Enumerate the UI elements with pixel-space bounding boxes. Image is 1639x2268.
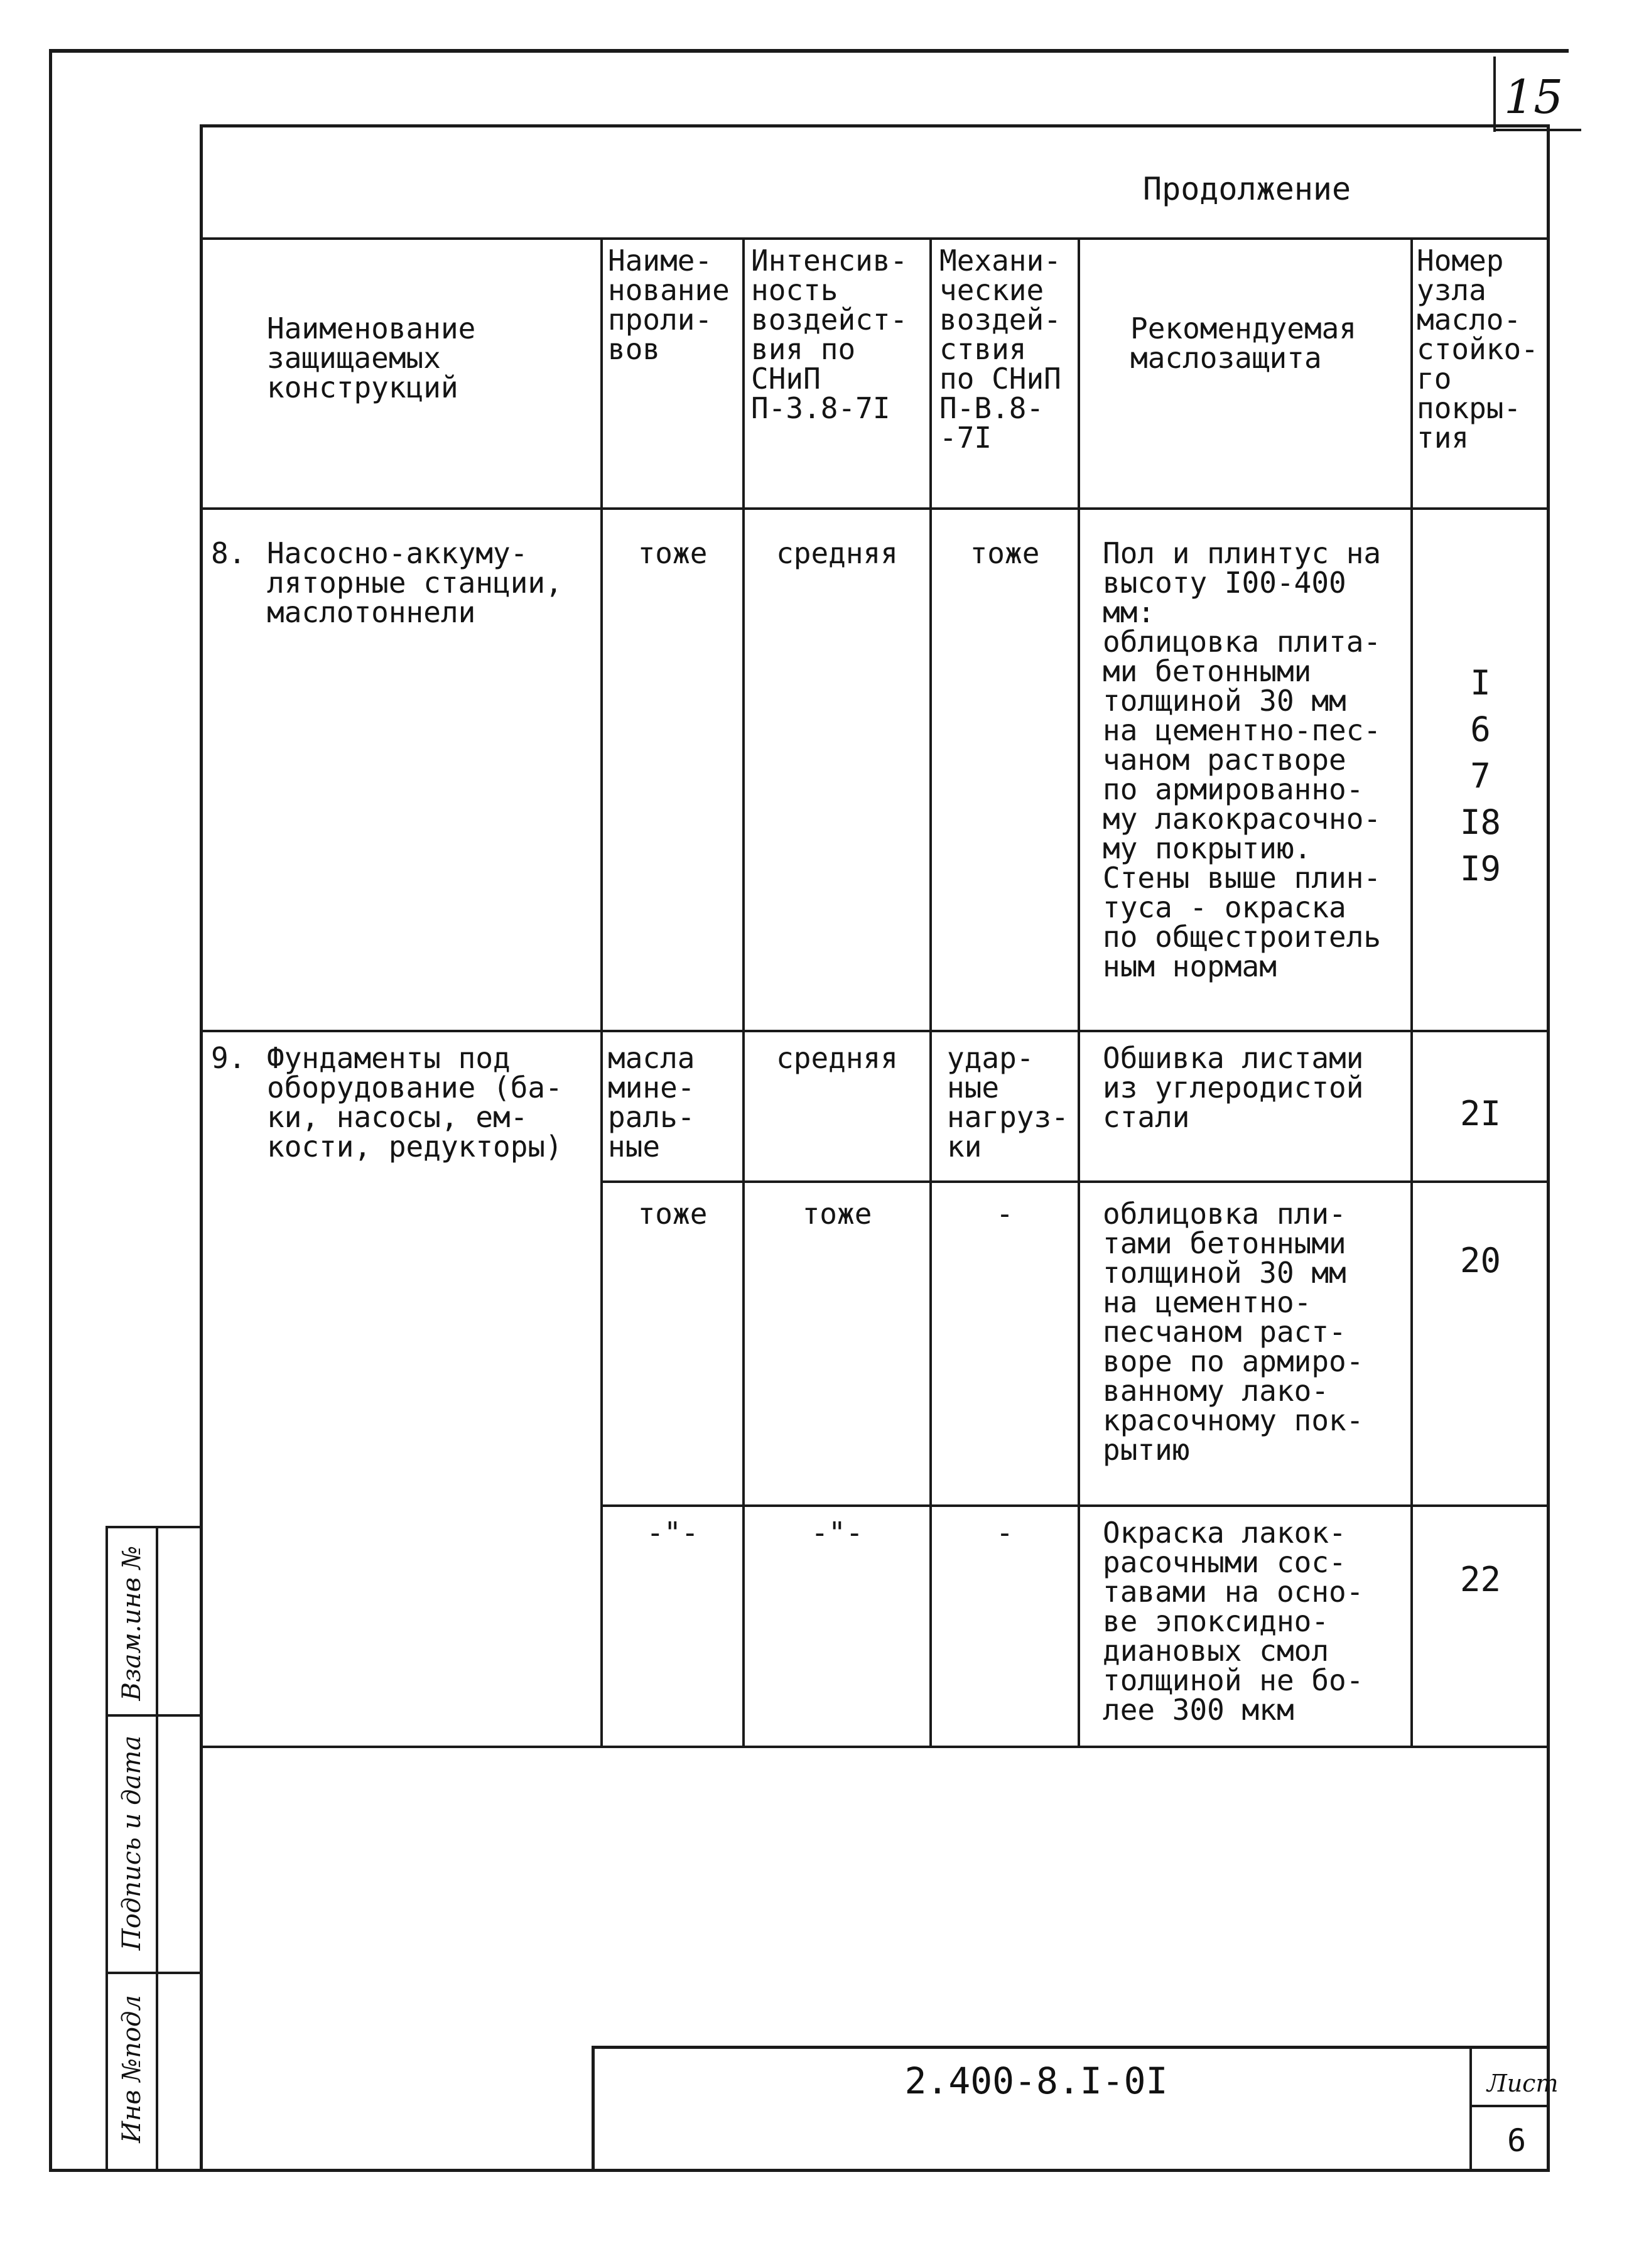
page-number-box-left bbox=[1493, 57, 1496, 132]
table-top-line bbox=[200, 124, 1550, 127]
row-9c-spill: -"- bbox=[646, 1516, 699, 1550]
row-8-spill: тоже bbox=[637, 536, 708, 570]
row-9c-mechanical: - bbox=[996, 1516, 1014, 1550]
row-9b-spill: тоже bbox=[637, 1197, 708, 1231]
side-inv-swap: Взам.инв № bbox=[117, 1545, 146, 1701]
row-8-node-3: 7 bbox=[1470, 756, 1491, 796]
row-9b-node: 20 bbox=[1459, 1241, 1501, 1280]
side-sign-date: Подпись и дата bbox=[117, 1735, 146, 1951]
row-8-node-1: I bbox=[1470, 663, 1491, 703]
footer-top-line bbox=[592, 2046, 1550, 2049]
col-line-4 bbox=[1078, 237, 1080, 1748]
row-9-spill: масла мине- раль- ные bbox=[608, 1041, 695, 1164]
side-stamp-div-2 bbox=[105, 1972, 202, 1974]
row-divider-9a-9b bbox=[600, 1180, 1550, 1183]
row-9b-intensity: тоже bbox=[802, 1197, 872, 1231]
header-divider-2 bbox=[200, 507, 1550, 510]
page-number-box-bottom bbox=[1493, 129, 1581, 131]
row-8-protection: Пол и плинтус на высоту I00-400 мм: облицовка плита- ми бетонными толщиной 30 мм на цементно-пес- чаном растворе по армированно- му лакокрасочно- му покрытию. Стены выше плин- туса - окраска по общестроитель ным нормам bbox=[1103, 536, 1382, 983]
row-9-mechanical: удар- ные нагруз- ки bbox=[947, 1041, 1069, 1164]
frame-bottom-line bbox=[49, 2169, 1550, 2172]
header-spill: Наиме- нование проли- вов bbox=[608, 244, 730, 366]
table-bottom-line bbox=[200, 1746, 1550, 1748]
row-8-node-4: I8 bbox=[1459, 802, 1501, 842]
page-number: 15 bbox=[1504, 70, 1564, 124]
row-9-index: 9. bbox=[211, 1041, 246, 1075]
row-9b-protection: облицовка пли- тами бетонными толщиной 30 мм на цементно- песчаном раст- воре по армиро- ванному лако- красочному пок- рытию bbox=[1103, 1197, 1364, 1467]
side-stamp-top bbox=[105, 1526, 202, 1528]
row-9-protection: Обшивка листами из углеродистой стали bbox=[1103, 1041, 1364, 1134]
row-9c-node: 22 bbox=[1459, 1560, 1501, 1599]
side-stamp-mid-line bbox=[156, 1526, 158, 2171]
header-structure: Наименование защищаемых конструкций bbox=[267, 311, 476, 404]
row-8-index: 8. bbox=[211, 536, 246, 570]
row-8-node-5: I9 bbox=[1459, 849, 1501, 888]
row-9b-mechanical: - bbox=[996, 1197, 1014, 1231]
row-8-structure: Насосно-аккуму- ляторные станции, маслотоннели bbox=[267, 536, 563, 629]
document-code: 2.400-8.I-0I bbox=[904, 2060, 1168, 2102]
side-inv-orig: Инв №подл bbox=[117, 1995, 146, 2143]
table-left-line bbox=[200, 124, 203, 2171]
row-8-intensity: средняя bbox=[776, 536, 898, 570]
sheet-label: Лист bbox=[1487, 2070, 1559, 2097]
row-9-structure: Фундаменты под оборудование (ба- ки, насосы, ем- кости, редукторы) bbox=[267, 1041, 563, 1164]
frame-left-line bbox=[49, 49, 52, 2171]
side-stamp-left-line bbox=[105, 1526, 108, 2171]
row-divider-9b-9c bbox=[600, 1504, 1550, 1507]
row-8-node-2: 6 bbox=[1470, 710, 1491, 749]
row-9-intensity: средняя bbox=[776, 1041, 898, 1075]
row-8-mechanical: тоже bbox=[970, 536, 1040, 570]
footer-sheet-div bbox=[1469, 2105, 1550, 2107]
header-intensity: Интенсив- ность воздейст- вия по СНиП П-3.8-7I bbox=[751, 244, 908, 425]
row-9-node: 2I bbox=[1459, 1094, 1501, 1133]
col-line-5 bbox=[1410, 237, 1413, 1748]
header-node: Номер узла масло- стойко- го покры- тия bbox=[1417, 244, 1539, 455]
header-protection: Рекомендуемая маслозащита bbox=[1130, 311, 1357, 375]
footer-left-line bbox=[592, 2046, 595, 2171]
frame-top-line bbox=[49, 49, 1569, 53]
row-divider-8-9 bbox=[200, 1030, 1550, 1032]
header-mechanical: Механи- ческие воздей- ствия по СНиП П-В.8- -7I bbox=[939, 244, 1061, 455]
sheet-number: 6 bbox=[1506, 2122, 1527, 2159]
row-9c-protection: Окраска лакок- расочными сос- тавами на осно- ве эпоксидно- диановых смол толщиной не бо- лее 300 мкм bbox=[1103, 1516, 1364, 1727]
table-right-line bbox=[1547, 124, 1550, 2171]
header-divider-1 bbox=[200, 237, 1550, 240]
row-9c-intensity: -"- bbox=[811, 1516, 863, 1550]
continuation-label: Продолжение bbox=[1143, 171, 1351, 207]
